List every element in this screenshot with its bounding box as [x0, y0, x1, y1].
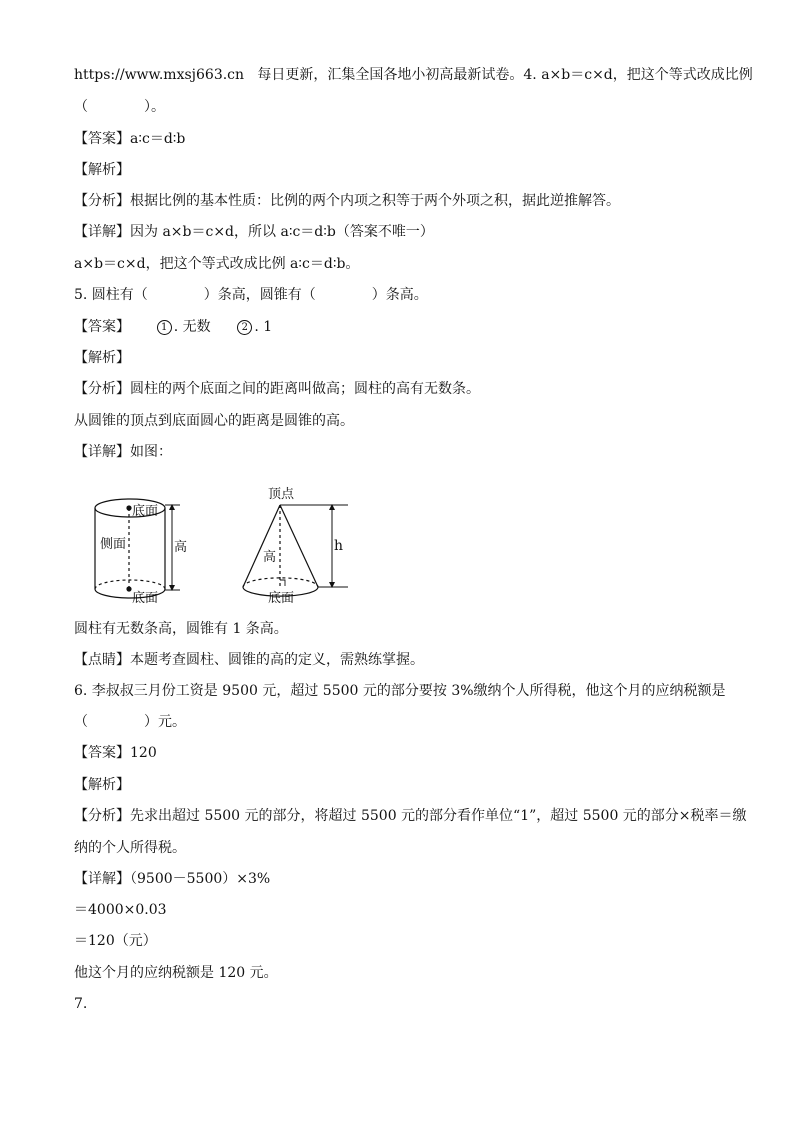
q6-step-2: ＝120（元）: [74, 933, 157, 949]
q6-answer: [74, 744, 157, 762]
cylinder-top-center-dot: [126, 505, 131, 510]
q6-stem: 6. 李叔叔三月份工资是 9500 元，超过 5500 元的部分要按 3%缴纳个人所得税，他这个月的应纳税额是: [74, 683, 726, 699]
cone-height-inner-label: 高: [263, 550, 277, 565]
q6-blank: （ ）元。: [74, 714, 186, 730]
source-url: https://www.mxsj663.cn: [74, 67, 245, 83]
dianjing-text: 本题考查圆柱、圆锥的高的定义，需熟练掌握。: [130, 652, 424, 668]
cone-h-label: h: [334, 538, 344, 554]
cylinder-side-label: 侧面: [100, 537, 127, 552]
q5-answer: [74, 318, 272, 336]
q4-jiexi: 【解析】: [74, 162, 130, 178]
answer-text: a∶c＝d∶b: [130, 131, 186, 147]
cone-shape: [243, 505, 318, 596]
circled-number-2: 2: [237, 320, 252, 335]
q4-stem: 4. a×b＝c×d，把这个等式改成比例: [523, 67, 753, 83]
cone-base-label: 底面: [268, 591, 295, 606]
q7-number: 7.: [74, 996, 88, 1012]
q5-dianjing: [74, 651, 424, 669]
fenxi-text: 圆柱的两个底面之间的距离叫做高；圆柱的高有无数条。: [130, 381, 480, 397]
q5-fenxi: [74, 380, 480, 398]
cylinder-bottom-center-dot: [126, 586, 131, 591]
q6-conclusion: 他这个月的应纳税额是 120 元。: [74, 965, 278, 981]
answer-1: . 无数: [173, 319, 211, 335]
q6-fenxi: [74, 807, 747, 825]
right-angle-mark: [280, 580, 285, 586]
q6-jiexi: 【解析】: [74, 777, 130, 793]
q5-conclusion: 圆柱有无数条高，圆锥有 1 条高。: [74, 621, 288, 637]
q6-xiangjie: [74, 870, 270, 888]
xiangjie-tag: 【详解】: [74, 871, 130, 887]
slogan: 每日更新，汇集全国各地小初高最新试卷。: [257, 67, 524, 83]
q5-jiexi: 【解析】: [74, 350, 130, 366]
answer-tag: 【答案】: [74, 319, 130, 335]
q4-blank-line: [74, 98, 165, 116]
header-line: [74, 66, 753, 84]
q4-fenxi: [74, 192, 620, 210]
q6-step-1: ＝4000×0.03: [74, 902, 167, 918]
circled-number-1: 1: [157, 320, 172, 335]
dianjing-tag: 【点睛】: [74, 652, 130, 668]
answer-tag: 【答案】: [74, 131, 130, 147]
q5-fenxi-2: 从圆锥的顶点到底面圆心的距离是圆锥的高。: [74, 413, 354, 429]
fenxi-tag: 【分析】: [74, 381, 130, 397]
cylinder-height-label: 高: [174, 540, 188, 555]
fenxi-text: 先求出超过 5500 元的部分，将超过 5500 元的部分看作单位“1”，超过 5500 元的部分×税率＝缴: [130, 808, 747, 824]
cylinder-bottom-label: 底面: [132, 591, 159, 606]
answer-text: 120: [130, 745, 157, 761]
fenxi-tag: 【分析】: [74, 193, 130, 209]
xiangjie-text: 如图：: [130, 444, 172, 460]
xiangjie-text: 因为 a×b＝c×d，所以 a∶c＝d∶b（答案不唯一）: [130, 224, 434, 240]
xiangjie-text: （9500－5500）×3%: [130, 871, 271, 887]
q6-fenxi-2: 纳的个人所得税。: [74, 840, 186, 856]
cylinder-top-label: 底面: [132, 504, 159, 519]
q4-answer: [74, 130, 185, 148]
fenxi-text: 根据比例的基本性质：比例的两个内项之积等于两个外项之积，据此逆推解答。: [130, 193, 620, 209]
xiangjie-tag: 【详解】: [74, 224, 130, 240]
cone-apex-label: 顶点: [268, 487, 295, 502]
cylinder-cone-figure: [80, 483, 400, 608]
answer-tag: 【答案】: [74, 745, 130, 761]
q5-stem: 5. 圆柱有（ ）条高，圆锥有（ ）条高。: [74, 287, 428, 303]
q5-xiangjie: [74, 443, 172, 461]
q4-blank: （ ）。: [74, 99, 165, 115]
q4-conclusion: a×b＝c×d，把这个等式改成比例 a∶c＝d∶b。: [74, 256, 360, 272]
fenxi-tag: 【分析】: [74, 808, 130, 824]
q4-xiangjie: [74, 223, 434, 241]
answer-2: . 1: [254, 319, 273, 335]
xiangjie-tag: 【详解】: [74, 444, 130, 460]
